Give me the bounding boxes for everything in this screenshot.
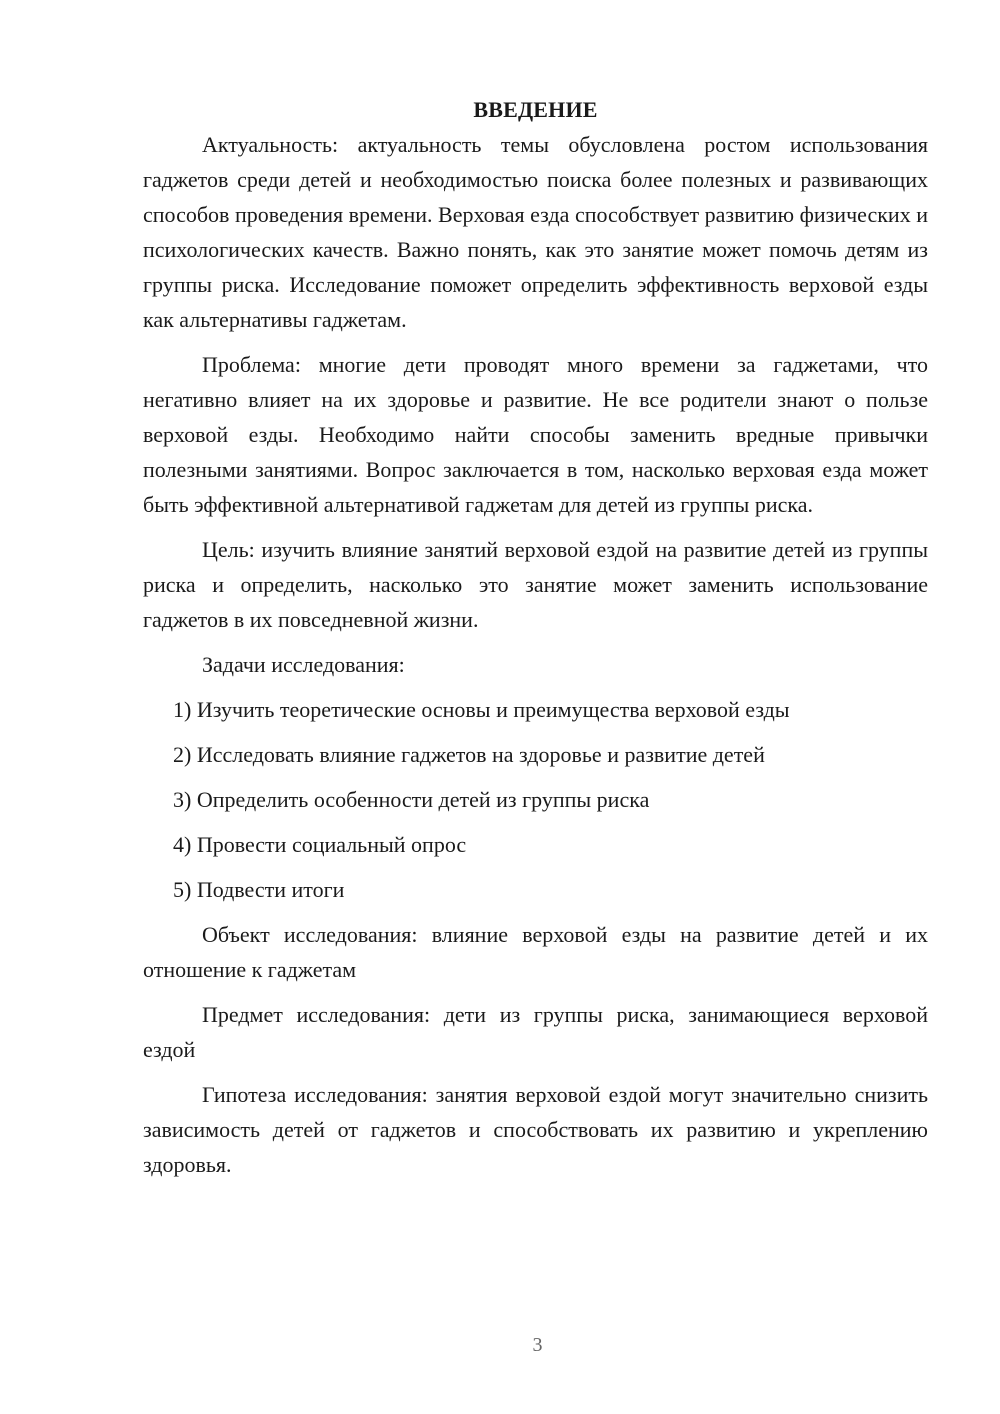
tasks-heading: Задачи исследования: [202, 652, 405, 677]
tasks-list [143, 692, 928, 907]
subject-paragraph: Предмет исследования: дети из группы риска, занимающиеся верховой ездой [143, 1002, 928, 1062]
task-item: 4) Провести социальный опрос [173, 832, 467, 857]
section-title: ВВЕДЕНИЕ [473, 97, 598, 122]
task-item: 1) Изучить теоретические основы и преимущества верховой езды [173, 697, 790, 722]
task-item: 5) Подвести итоги [173, 877, 345, 902]
problem-paragraph: Проблема: многие дети проводят много времени за гаджетами, что негативно влияет на их здоровье и развитие. Не все родители знают о пользе верховой езды. Необходимо найти способы заменить вредные привычки полезными занятиями. Вопрос заключается в том, насколько верховая езда может быть эффективной альтернативой гаджетам для детей из группы риска. [143, 352, 928, 517]
task-item: 3) Определить особенности детей из группы риска [173, 787, 650, 812]
page-number: 3 [532, 1334, 543, 1356]
task-item: 2) Исследовать влияние гаджетов на здоровье и развитие детей [173, 742, 765, 767]
goal-paragraph: Цель: изучить влияние занятий верховой ездой на развитие детей из группы риска и определить, насколько это занятие может заменить использование гаджетов в их повседневной жизни. [143, 537, 928, 632]
relevance-paragraph: Актуальность: актуальность темы обусловлена ростом использования гаджетов среди детей и необходимостью поиска более полезных и развивающих способов проведения времени. Верховая езда способствует развитию физических и психологических качеств. Важно понять, как это занятие может помочь детям из группы риска. Исследование поможет определить эффективность верховой езды как альтернативы гаджетам. [143, 132, 928, 332]
object-paragraph: Объект исследования: влияние верховой езды на развитие детей и их отношение к гаджетам [143, 922, 928, 982]
hypothesis-paragraph: Гипотеза исследования: занятия верховой ездой могут значительно снизить зависимость детей от гаджетов и способствовать их развитию и укреплению здоровья. [143, 1082, 928, 1177]
document-page [143, 92, 928, 1192]
